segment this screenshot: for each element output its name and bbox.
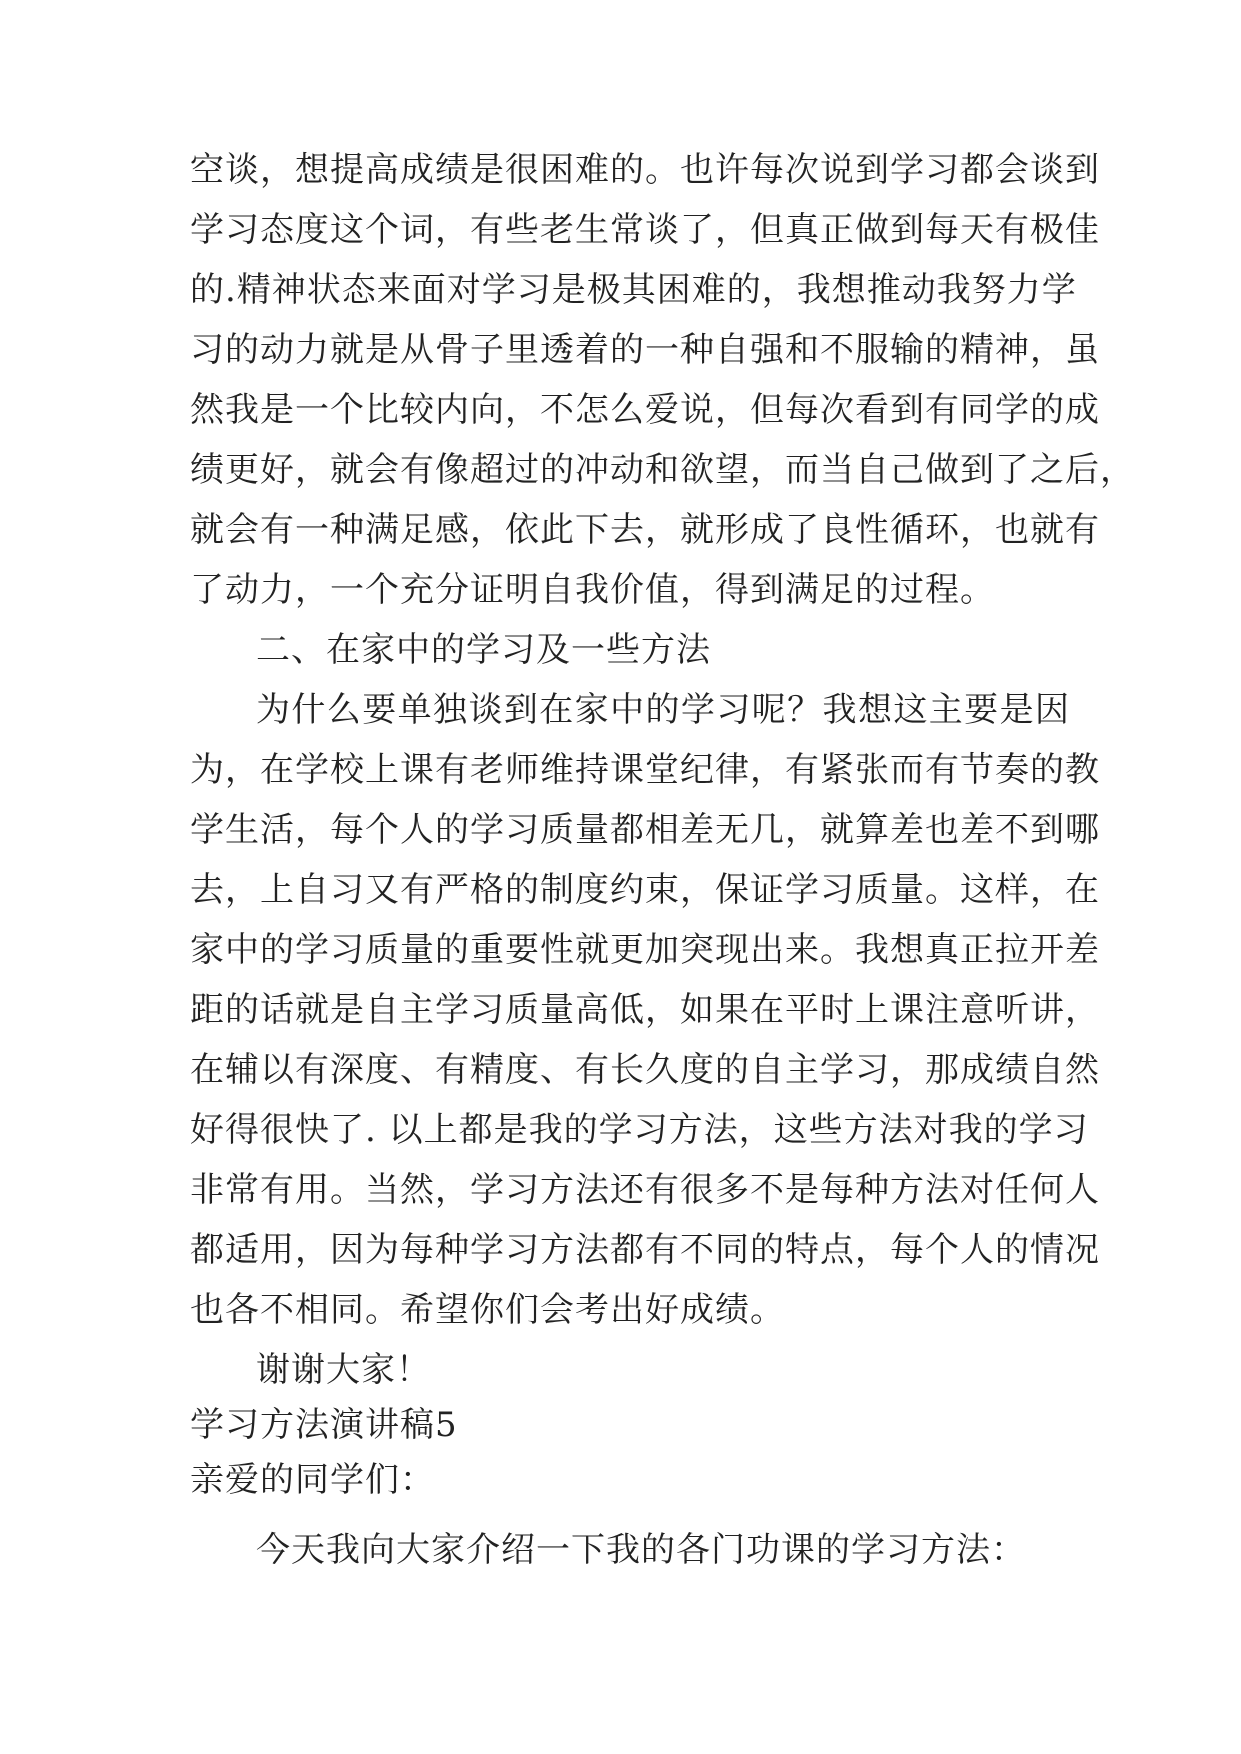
section-heading: 二、在家中的学习及一些方法: [256, 630, 711, 670]
paragraph-line: 学习态度这个词，有些老生常谈了，但真正做到每天有极佳: [190, 210, 1100, 250]
paragraph-line: 今天我向大家介绍一下我的各门功课的学习方法：: [256, 1530, 1026, 1570]
paragraph-line: 非常有用。当然，学习方法还有很多不是每种方法对任何人: [190, 1170, 1100, 1210]
closing-thanks: 谢谢大家！: [256, 1350, 431, 1390]
paragraph-line: 就会有一种满足感，依此下去，就形成了良性循环，也就有: [190, 510, 1100, 550]
salutation: 亲爱的同学们：: [190, 1460, 435, 1500]
paragraph-line: 为，在学校上课有老师维持课堂纪律，有紧张而有节奏的教: [190, 750, 1100, 790]
paragraph-line: 习的动力就是从骨子里透着的一种自强和不服输的精神，虽: [190, 330, 1100, 370]
paragraph-line: 好得很快了. 以上都是我的学习方法，这些方法对我的学习: [190, 1110, 1089, 1150]
paragraph-line: 在辅以有深度、有精度、有长久度的自主学习，那成绩自然: [190, 1050, 1100, 1090]
paragraph-line: 然我是一个比较内向，不怎么爱说，但每次看到有同学的成: [190, 390, 1100, 430]
paragraph-line: 绩更好，就会有像超过的冲动和欲望，而当自己做到了之后，: [190, 450, 1135, 490]
speech-title: 学习方法演讲稿5: [190, 1405, 458, 1445]
paragraph-line: 家中的学习质量的重要性就更加突现出来。我想真正拉开差: [190, 930, 1100, 970]
paragraph-line: 空谈，想提高成绩是很困难的。也许每次说到学习都会谈到: [190, 150, 1100, 190]
paragraph-line: 距的话就是自主学习质量高低，如果在平时上课注意听讲，: [190, 990, 1100, 1030]
paragraph-line: 学生活，每个人的学习质量都相差无几，就算差也差不到哪: [190, 810, 1100, 850]
paragraph-line: 都适用，因为每种学习方法都有不同的特点，每个人的情况: [190, 1230, 1100, 1270]
paragraph-line: 去，上自习又有严格的制度约束，保证学习质量。这样，在: [190, 870, 1100, 910]
paragraph-line: 了动力，一个充分证明自我价值，得到满足的过程。: [190, 570, 995, 610]
paragraph-line: 也各不相同。希望你们会考出好成绩。: [190, 1290, 785, 1330]
paragraph-line: 的.精神状态来面对学习是极其困难的，我想推动我努力学: [190, 270, 1077, 310]
paragraph-line: 为什么要单独谈到在家中的学习呢？我想这主要是因: [256, 690, 1070, 730]
